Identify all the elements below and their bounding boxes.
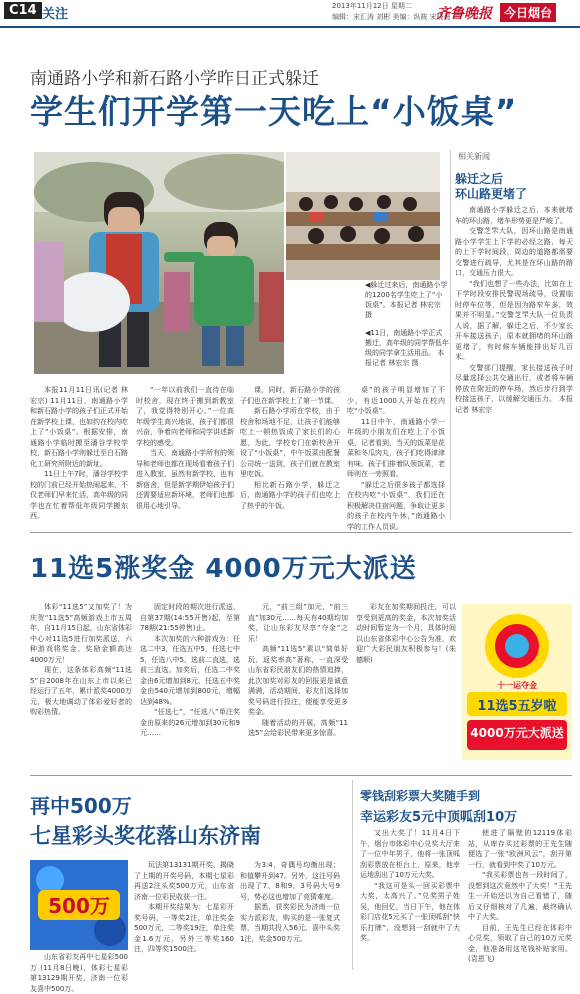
paragraph: 南通路小学躲迁之后，本来就堵车的环山路，堵车形势更是严峻了。 — [455, 206, 573, 225]
paragraph: 11日中午，南通路小学一年级的小朋友们在吃上了小饭桌，记者看到，当天的饭菜是花菜和冬瓜肉丸，孩子们吃得津津有味。孩子们排着队领饭菜，老师则在一旁照看。 — [347, 417, 445, 478]
paragraph: “我买彩票也有一段时间了，没想到这次竟然中了大奖！”王先生一开始还以为自己看错了，随后又仔细核对了几遍，最终确认中了大奖。 — [468, 871, 572, 921]
paragraph: 山东省彩友再中七星彩500万 (11月8日晚)，体彩七星彩第13129期开奖，济南一位彩友喜中500万。 — [30, 953, 128, 993]
story4-column-2 — [468, 828, 572, 965]
story3-caption — [30, 952, 128, 994]
story1-kicker: 南通路小学和新石路小学昨日正式躲迁 — [30, 69, 319, 89]
paragraph: “一年以前我们一直待在临时校舍，现在终于搬到新教室了，我觉得特别开心。”一位高年级学生高兴地说，孩子们都很兴奋，争着向老师和同学讲述新学校的感受。 — [136, 386, 234, 447]
story1-photo-classroom — [286, 152, 440, 280]
story1-caption-1: ◀躲迁过来后，南通路小学的1200名学生吃上了“小饭桌”。本报记者 林宏宗 摄 — [365, 281, 448, 319]
story3-column-2 — [240, 860, 340, 944]
story2-headline: 11选5涨奖金 4000万元大派送 — [30, 554, 417, 584]
paragraph: 课，同时，新石路小学的孩子们也在新学校上了第一节课。 — [240, 386, 340, 405]
paragraph: “躲迁之后很多孩子都选择在校内吃“小饭桌”，我们还在积极解决住宿问题，争取让更多的孩子在校内午休，”南通路小学的工作人员说。 — [347, 480, 445, 531]
masthead-logo: 齐鲁晚报 — [436, 6, 492, 22]
story2-column-2 — [140, 602, 240, 739]
sidebar-headline-1: 躲迁之后 — [455, 172, 504, 186]
qixingcai-ad-text: 500万 — [48, 894, 110, 918]
classroom-photo-illustration — [286, 152, 440, 280]
dateline: 2013年11月12日 星期二 — [332, 2, 412, 10]
paragraph: 固定时段的期次进行派送，自第37期(14:55开售)起，至第78期(21:55停售)止。 — [140, 603, 240, 632]
page-header — [0, 0, 580, 24]
paragraph: “我这可是头一回买彩票中大奖，太高兴了。”兑奖男子姓吴，他回忆，当日下午，他在体彩门店花5元买了一张顶呱刮“快乐打牌”，没想到一刮就中了大奖。 — [360, 881, 460, 942]
paragraph: 玩法第13131期开奖，揭晓了上期的开奖号码，本期七星彩再送2注头奖500万元，山东省济南一位彩民收获一注。 — [134, 861, 234, 901]
paragraph: “任选七”，“任选八”单注奖金由原来的26元增加到30元和9元…… — [140, 708, 240, 737]
story2-column-3 — [248, 602, 348, 739]
paragraph: 交警部门提醒，家长接送孩子时尽量选择公共交通出行，或者将车辆停放在附近的停车场，然后步行到学校接送孩子，以缓解交通压力。 本报记者 林宏宗 — [455, 363, 573, 414]
lottery-logo-caption: 十一运夺金 — [497, 681, 537, 690]
story1-column-3 — [240, 385, 340, 511]
story3-headline-line-2: 七星彩头奖花落山东济南 — [30, 824, 261, 848]
paragraph: 本报11月11日讯(记者 林宏宗) 11月11日，南通路小学和新石路小学的孩子们正式开始在新学校上课，也如约在校内吃上了“小饭桌”。根据安排，南通路小学临时搬至潘谷学校学校，新石路小学则躲迁至白石路化工研究所附近的新址。 — [30, 386, 128, 468]
story1-column-4 — [347, 385, 445, 532]
story3-column-1 — [134, 860, 234, 955]
paragraph: 11日上午7时，潘谷学校学校的门前已经开始热闹起来，不仅老师们早来忙活，高年级的同学也在忙着帮低年级同学搬东西。 — [30, 470, 128, 520]
story1-photo-main — [34, 152, 284, 374]
story1-caption-2: ◀11日，南通路小学正式搬迁，高年级的同学帮低年级的同学拿生活用品。 本报记者 林宏宗 摄 — [365, 329, 449, 367]
students-photo-illustration — [34, 152, 284, 374]
paragraph: 为3:4，奇偶号均衡出现；和值攀升到47。另外，这注号码出现了7、8和9，3号码大号9号，势必这也增加了竞猜难度。 — [240, 861, 340, 901]
paragraph: 彩友在加奖期间投注，可以享受到更高的奖金，本次加奖活动时间暂定为一个月，具体时间以山东省体彩中心公告为准，欢迎广大彩民朋友积极参与！(朱德顺) — [356, 603, 456, 664]
paragraph: 目前，王先生已经在体彩中心兑奖，领取了自己的10万元奖金，他准备用这笔钱补贴家用。(袁恩飞) — [468, 923, 572, 963]
paragraph: 新石路小学所在学校，由于校舍和场地不足，让孩子们能够吃上一顿热饭成了家长们的心愿，为此，学校专门在新校舍开设了“小饭桌”，中午饭菜由配餐公司统一送到，孩子们就在教室里吃饭。 — [240, 407, 340, 478]
paragraph: 随着活动的开展，高频“11选5”会给彩民带来更多惊喜。 — [248, 718, 348, 737]
story4-headline-line-2: 幸运彩友5元中顶呱刮10万 — [360, 810, 518, 825]
editors-line: 编辑：宋汇涛 刘彬 美编：纵筱 宋晓晨 — [332, 13, 451, 21]
paragraph: 元，“前三组”加元，“前三直”加30元……每天有40期均加奖，让山东彩友尽享“夺金”之乐！ — [248, 603, 348, 643]
related-news-tag: 相关新闻 — [458, 152, 490, 161]
paragraph: 据悉，获奖彩民为济南一位实力派彩友，购买的是一张复式票，当期共投入56元，喜中头奖1注，奖金500万元。 — [240, 903, 340, 943]
sidebar-body — [455, 205, 573, 415]
page-number: C14 — [4, 2, 42, 19]
paragraph: 桌”的孩子明显增加了不少，有近1000人开始在校内吃“小饭桌”。 — [347, 386, 445, 415]
paragraph: “我们也想了一些办法，比如在上下学时段安排民警现场疏导，设置临时停车位等，但是因为路窄车多，效果并不明显。”交警芝罘大队一位负责人说，据了解，躲迁之后，不少家长开车接送孩子，原本就拥堵的环山路更堵了，有时候车辆能排出好几百米。 — [455, 279, 573, 361]
masthead-edition: 今日烟台 — [500, 3, 556, 22]
section-rule — [30, 532, 572, 533]
paragraph: 本期开奖结果为：七星彩开奖号码，一等奖2注，单注奖金500万元，二等奖19注，单注奖金1.6万元，另外三等奖160注，四等奖1500注。 — [134, 903, 234, 953]
paragraph: 当天，南通路小学所有的领导和老师也都在现场看着孩子们进入教室，虽然有新学校，也有新宿舍，但是新学期伊始孩子们还需要适应新环境，老师们也都很用心地引导。 — [136, 449, 234, 510]
paragraph: 又出大奖了！11月4日下午，烟台市体彩中心兑奖大厅来了一位中年男子，他将一张顶呱刮彩票放在柜台上，原来，他幸运地刮出了10万元大奖。 — [360, 829, 460, 879]
sidebar-divider — [450, 150, 451, 520]
section-rule-2 — [30, 775, 572, 776]
story2-column-1 — [30, 602, 132, 718]
paragraph: 相比新石路小学，躲迁之后，南通路小学的孩子们也吃上了热乎的午饭。 — [240, 480, 340, 510]
lottery-ad-line-1: 11选5五岁啦 — [477, 699, 557, 714]
header-rule — [0, 26, 580, 28]
story3-headline-line-1: 再中500万 — [30, 794, 132, 818]
section-label: 关注 — [42, 7, 69, 22]
paragraph: 本次加奖的六种游戏为：任选二中3，任选五中5，任选七中5，任选八中5，选前二直选，选前三直选。加奖后，任选二中奖金由6元增加到8元，任选五中奖金由540元增加到800元，增幅达到48%。 — [140, 634, 240, 706]
story4-headline-line-1: 零钱刮彩票大奖随手到 — [360, 789, 481, 803]
paragraph: 高频“11选5”素以“简单好玩、返奖率高”著称，一直深受山东省彩民朋友们的热情追捧，此次加奖对彩友的回报更是诚意满满，活动期间，彩友们选择加奖号码进行投注，便能享受更多奖金。 — [248, 645, 348, 716]
story2-column-4 — [356, 602, 456, 665]
paragraph: 使进了隔壁的12119体彩站，从库存买过彩票的王先生随便选了一张“欧洲风云”，刮开第一行，就看到中奖了10万元。 — [468, 829, 572, 869]
story4-divider — [352, 780, 353, 970]
paragraph: 现在，这条体彩高频“11选5”自2008年在山东上市以来已经运行了五年，累计派奖4000万元，极大地调动了体彩爱好者的购彩热情。 — [30, 666, 132, 716]
story1-column-2 — [136, 385, 234, 511]
story4-column-1 — [360, 828, 460, 944]
paragraph: 体彩“11选5”又加奖了！为庆贺“11选5”高频游戏上市五周年，自11月15日起，山东省体彩中心对11选5进行加奖派送，六种游戏将奖金、奖励金额高达4000万元！ — [30, 603, 132, 664]
story1-column-1 — [30, 385, 128, 522]
story1-headline: 学生们开学第一天吃上“小饭桌” — [30, 92, 518, 131]
lottery-ad-line-2: 4000万元大派送 — [470, 726, 564, 740]
sidebar-headline-2: 环山路更堵了 — [455, 187, 528, 201]
paragraph: 交警芝罘大队，因环山路是南通路小学学生上下学的必经之路，每天的上下学时间段，周边的道路都需要交警进行疏导，尤其是在环山路的路口，交通压力很大。 — [455, 227, 573, 277]
